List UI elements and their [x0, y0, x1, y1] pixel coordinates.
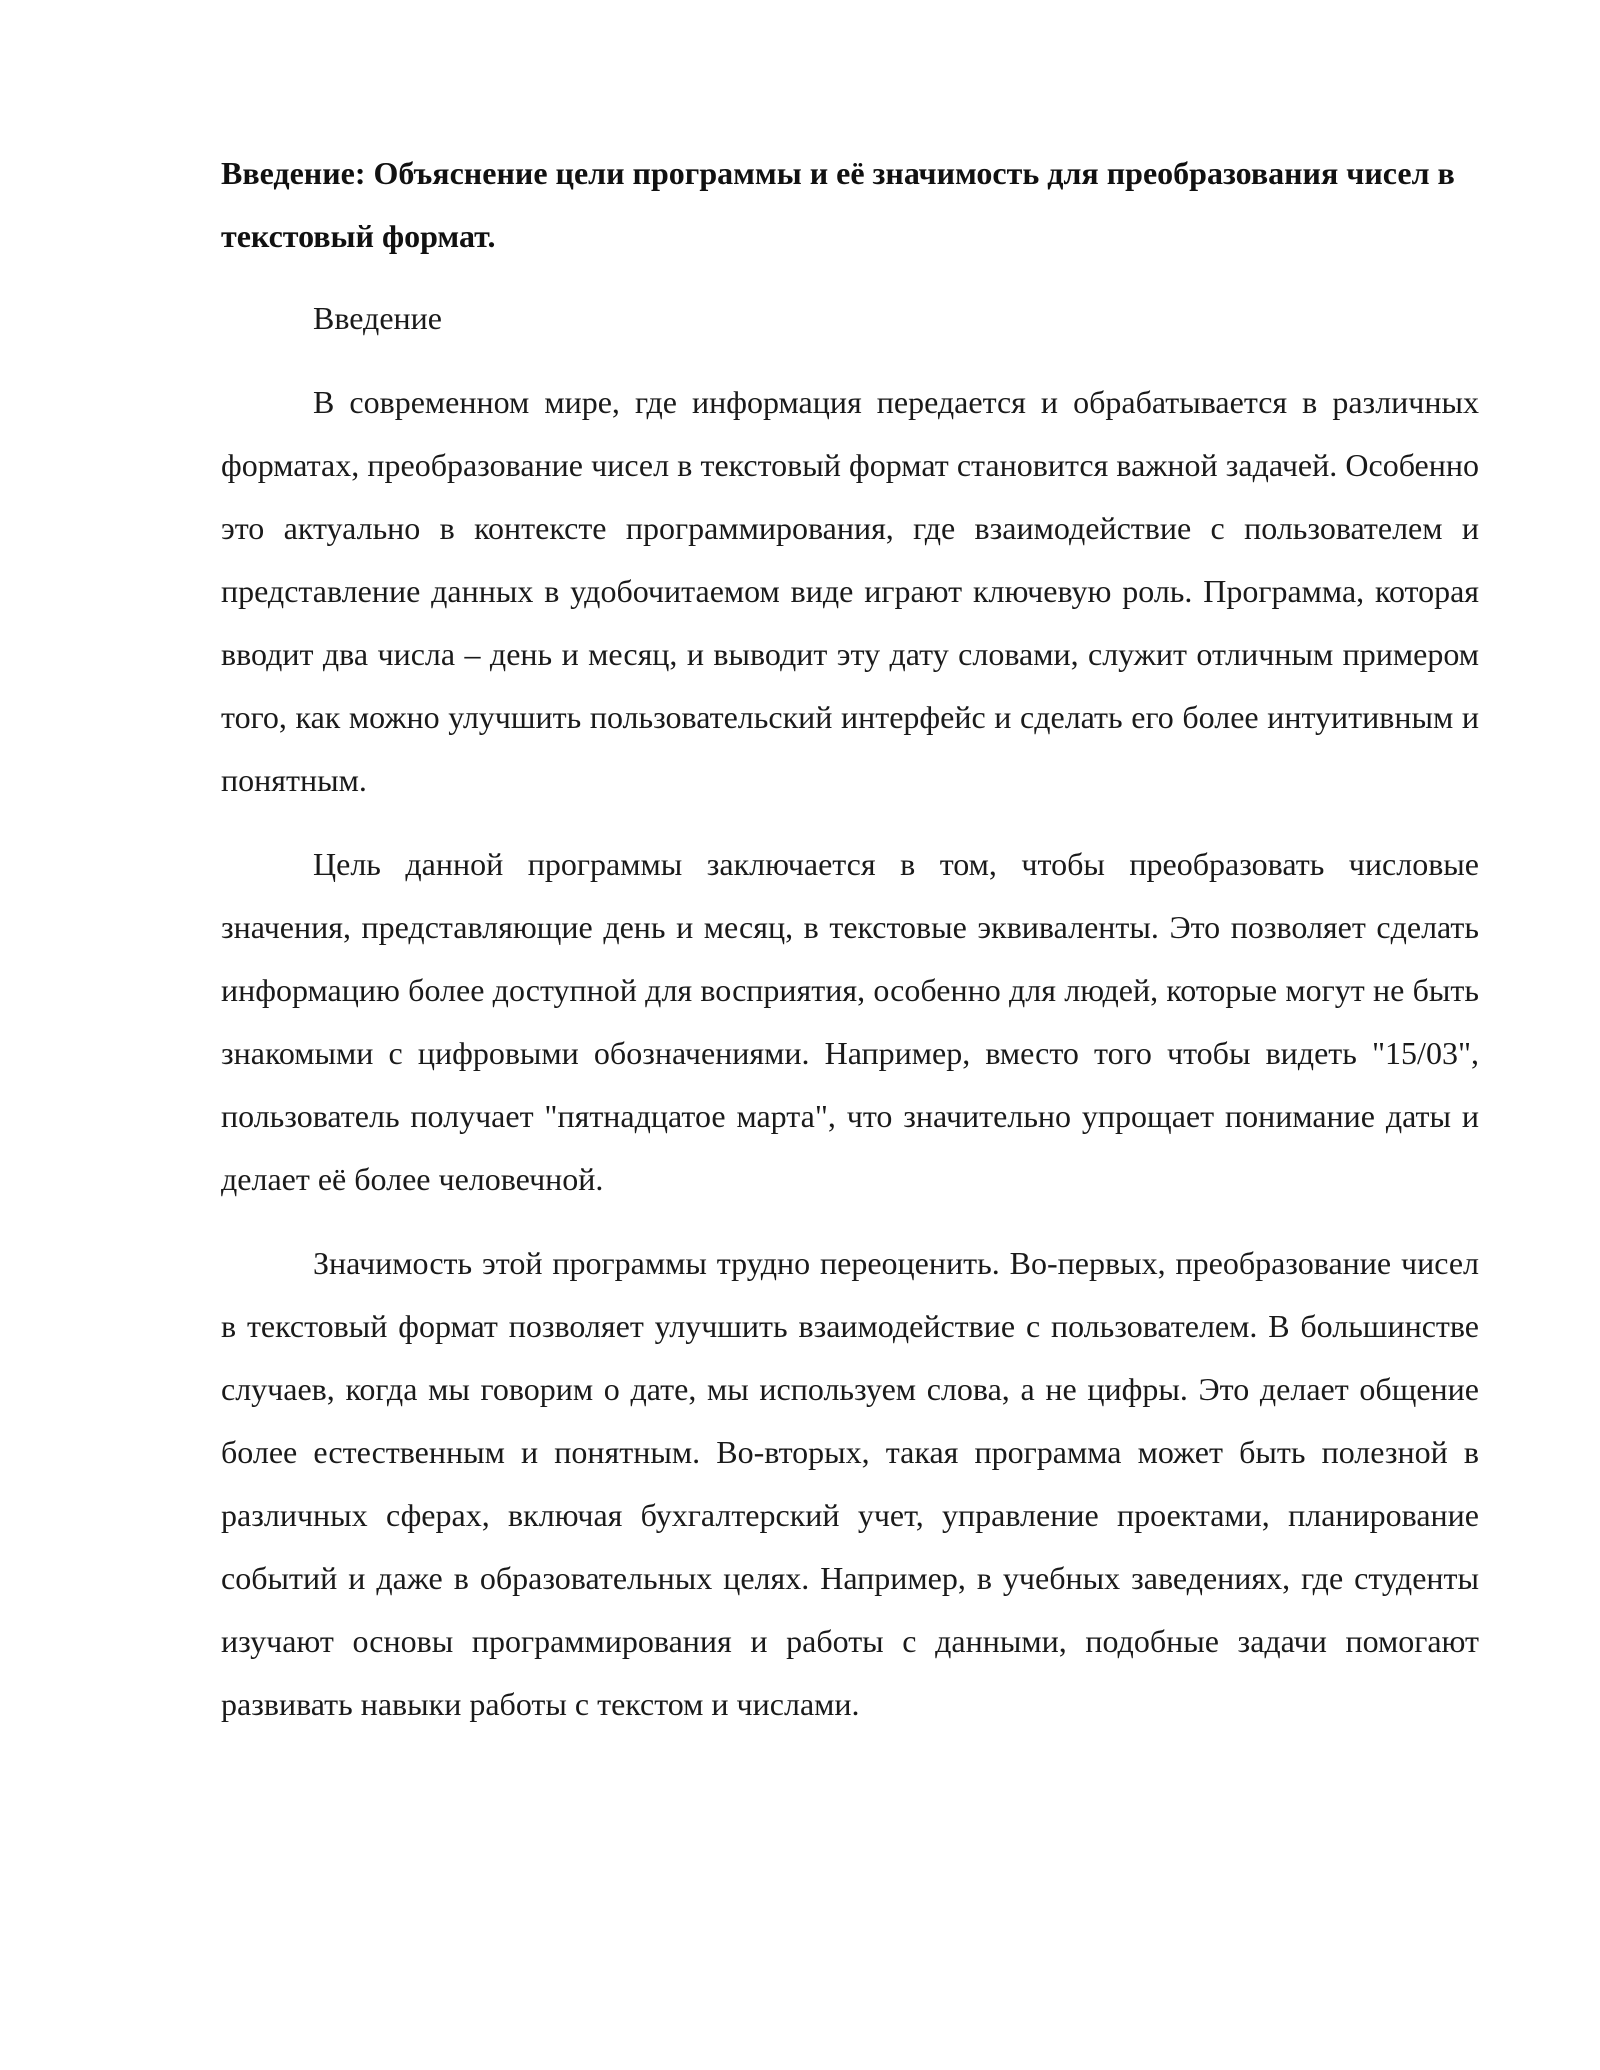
paragraph-intro: В современном мире, где информация передается и обрабатывается в различных форматах, преобразование чисел в текстовый формат становится важной задачей. Особенно это актуально в контексте программирования, где взаимодействие с пользователем и представление данных в удобочитаемом виде играют ключевую роль. Программа, которая вводит два числа – день и месяц, и выводит эту дату словами, служит отличным примером того, как можно улучшить пользовательский интерфейс и сделать его более интуитивным и понятным.: [221, 384, 1479, 798]
document-page: [221, 142, 1479, 1757]
paragraph-goal: Цель данной программы заключается в том, чтобы преобразовать числовые значения, представляющие день и месяц, в текстовые эквиваленты. Это позволяет сделать информацию более доступной для восприятия, особенно для людей, которые могут не быть знакомыми с цифровыми обозначениями. Например, вместо того чтобы видеть "15/03", пользователь получает "пятнадцатое марта", что значительно упрощает понимание даты и делает её более человечной.: [221, 846, 1479, 1197]
document-title: Введение: Объяснение цели программы и её значимость для преобразования чисел в текстовый формат.: [221, 155, 1455, 254]
paragraph-significance: Значимость этой программы трудно переоценить. Во-первых, преобразование чисел в текстовый формат позволяет улучшить взаимодействие с пользователем. В большинстве случаев, когда мы говорим о дате, мы используем слова, а не цифры. Это делает общение более естественным и понятным. Во-вторых, такая программа может быть полезной в различных сферах, включая бухгалтерский учет, управление проектами, планирование событий и даже в образовательных целях. Например, в учебных заведениях, где студенты изучают основы программирования и работы с данными, подобные задачи помогают развивать навыки работы с текстом и числами.: [221, 1245, 1479, 1722]
section-subheading: Введение: [313, 300, 442, 336]
